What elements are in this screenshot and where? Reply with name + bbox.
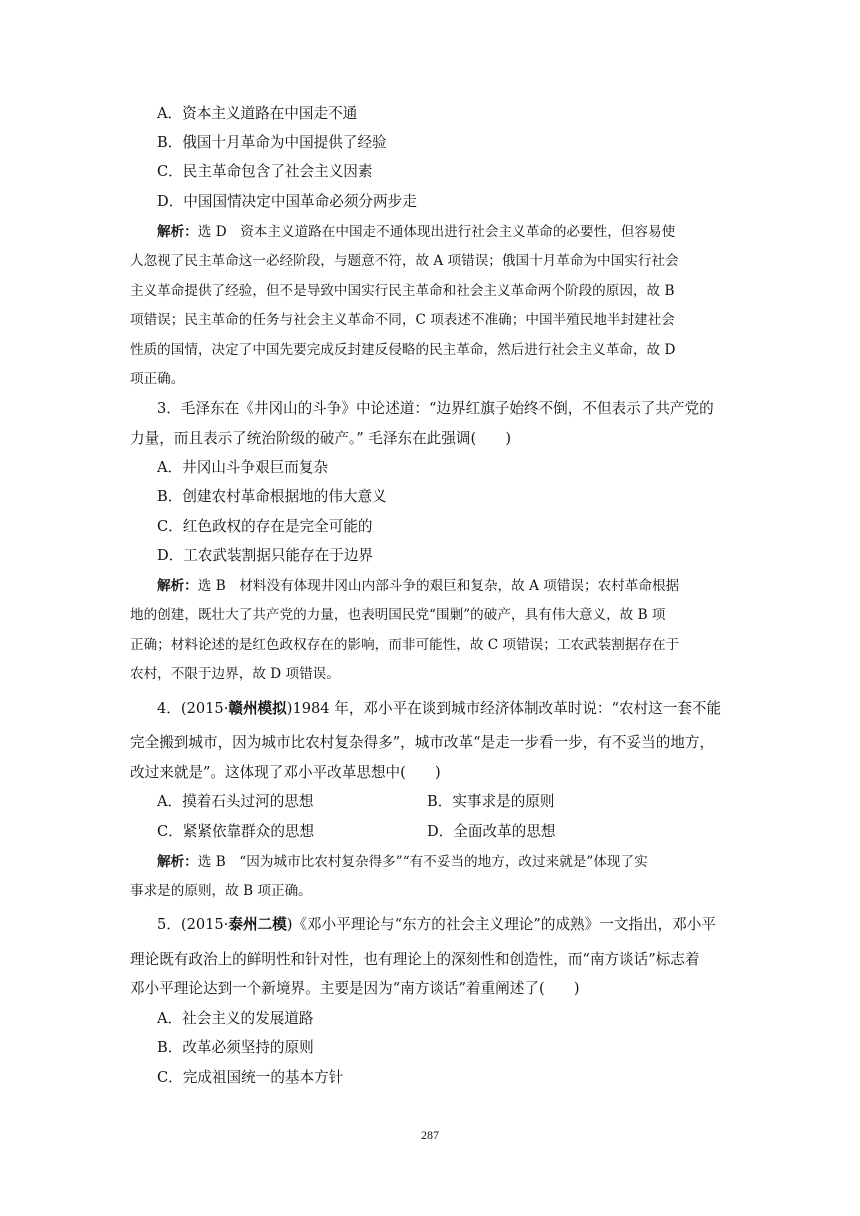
question-line: 理论既有政治上的鲜明性和针对性，也有理论上的深刻性和创造性，而“南方谈话”标志着 — [130, 951, 700, 968]
option-line: B．改革必须坚持的原则 — [157, 1039, 314, 1056]
question-line — [157, 915, 737, 935]
option-b: B．实事求是的原则 — [427, 793, 555, 810]
analysis-line — [157, 852, 737, 872]
question-line: 邓小平理论达到一个新境界。主要是因为“南方谈话”着重阐述了( ) — [130, 980, 580, 997]
option-line: A．井冈山斗争艰巨而复杂 — [157, 459, 329, 476]
option-line: C．完成祖国统一的基本方针 — [157, 1069, 344, 1086]
analysis-line: 农村，不限于边界，故 D 项错误。 — [130, 666, 340, 682]
option-line: D．中国国情决定中国革命必须分两步走 — [157, 193, 417, 210]
question-source-prefix: 5．(2015· — [157, 916, 229, 933]
question-text: )《邓小平理论与“东方的社会主义理论”的成熟》一文指出，邓小平 — [286, 916, 716, 933]
option-c: C．紧紧依靠群众的思想 — [157, 823, 315, 840]
option-line — [157, 822, 737, 842]
analysis-text: 选 B “因为城市比农村复杂得多”“有不妥当的地方，改过来就是”体现了实 — [197, 854, 648, 870]
option-line: A．社会主义的发展道路 — [157, 1010, 314, 1027]
analysis-line: 地的创建，既壮大了共产党的力量，也表明国民党“围剿”的破产，具有伟大意义，故 B 项 — [130, 607, 666, 623]
question-line: 改过来就是”。这体现了邓小平改革思想中( ) — [130, 764, 441, 781]
question-line — [157, 699, 737, 719]
analysis-label: 解析： — [157, 854, 198, 870]
option-d: D．全面改革的思想 — [427, 823, 556, 840]
analysis-line: 主义革命提供了经验，但不是导致中国实行民主革命和社会主义革命两个阶段的原因，故 B — [130, 283, 675, 299]
analysis-line: 项错误；民主革命的任务与社会主义革命不同，C 项表述不准确；中国半殖民地半封建社会 — [130, 312, 675, 328]
option-line: C．红色政权的存在是完全可能的 — [157, 518, 373, 535]
question-line: 3．毛泽东在《井冈山的斗争》中论述道：“边界红旗子始终不倒，不但表示了共产党的 — [157, 400, 714, 417]
option-line: C．民主革命包含了社会主义因素 — [157, 163, 373, 180]
analysis-line: 事求是的原则，故 B 项正确。 — [130, 883, 312, 899]
analysis-label: 解析： — [157, 224, 198, 240]
question-line: 力量，而且表示了统治阶级的破产。” 毛泽东在此强调( ) — [130, 430, 512, 447]
analysis-text: 选 B 材料没有体现井冈山内部斗争的艰巨和复杂，故 A 项错误；农村革命根据 — [197, 578, 680, 594]
analysis-label: 解析： — [157, 578, 198, 594]
question-source: 赣州模拟 — [228, 700, 287, 717]
analysis-line — [157, 576, 737, 596]
analysis-line: 项正确。 — [130, 371, 185, 387]
option-line: B．俄国十月革命为中国提供了经验 — [157, 134, 387, 151]
analysis-line: 人忽视了民主革命这一必经阶段，与题意不符，故 A 项错误；俄国十月革命为中国实行社会 — [130, 253, 679, 269]
question-text: )1984 年，邓小平在谈到城市经济体制改革时说：“农村这一套不能 — [286, 700, 722, 717]
analysis-line — [157, 222, 737, 242]
question-source-prefix: 4．(2015· — [157, 700, 229, 717]
question-line: 完全搬到城市，因为城市比农村复杂得多”，城市改革“是走一步看一步，有不妥当的地方， — [130, 734, 715, 751]
question-source: 泰州二模 — [228, 916, 287, 933]
option-line: A．资本主义道路在中国走不通 — [157, 105, 358, 122]
analysis-line: 性质的国情，决定了中国先要完成反封建反侵略的民主革命，然后进行社会主义革命，故 D — [130, 342, 676, 358]
option-line — [157, 792, 737, 812]
option-a: A．摸着石头过河的思想 — [157, 793, 314, 810]
option-line: D．工农武装割据只能存在于边界 — [157, 547, 374, 564]
analysis-text: 选 D 资本主义道路在中国走不通体现出进行社会主义革命的必要性，但容易使 — [197, 224, 676, 240]
analysis-line: 正确；材料论述的是红色政权存在的影响，而非可能性，故 C 项错误；工农武装割据存在于 — [130, 637, 680, 653]
option-line: B．创建农村革命根据地的伟大意义 — [157, 488, 387, 505]
page-number: 287 — [421, 1128, 439, 1142]
